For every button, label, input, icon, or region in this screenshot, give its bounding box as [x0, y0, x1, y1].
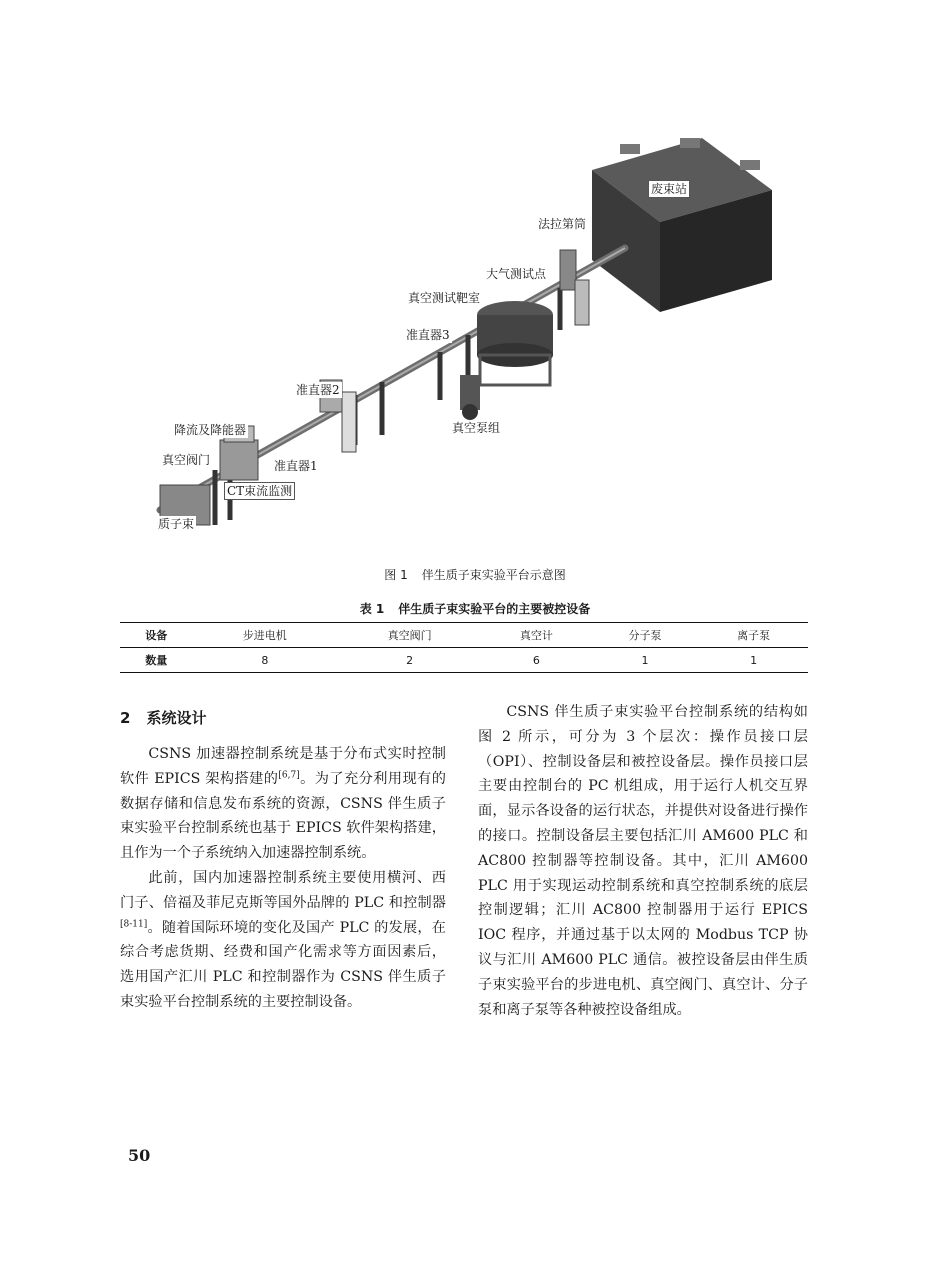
- table-caption: [0, 600, 950, 617]
- table-cell: 8: [261, 653, 269, 667]
- label-ct-monitor: CT束流监测: [224, 482, 295, 500]
- table-header-cell: 步进电机: [192, 623, 337, 648]
- degrader-assembly: [160, 426, 258, 525]
- label-faraday-cup: 法拉第筒: [538, 217, 587, 231]
- table-cell: 2: [406, 653, 414, 667]
- paragraph-text: 。为了充分利用现有的数据存储和信息发布系统的资源，CSNS 伴生质子束实验平台控制系统也基于 EPICS 软件架构搭建，且作为一个子系统纳入加速器控制系统。: [120, 770, 446, 862]
- table-cell: 数量: [145, 654, 168, 667]
- section-number: 2: [120, 709, 131, 727]
- label-proton-beam: 质子束: [158, 517, 195, 531]
- table-caption-text: 伴生质子束实验平台的主要被控设备: [398, 602, 591, 616]
- paragraph: [120, 866, 446, 1015]
- paragraph-text: 此前，国内加速器控制系统主要使用横河、西门子、倍福及菲尼克斯等国外品牌的 PLC 和控制器: [120, 869, 446, 911]
- vacuum-chamber-body: [477, 301, 553, 385]
- section-title: 系统设计: [146, 709, 207, 727]
- label-collimator2: 准直器2: [296, 383, 340, 397]
- paragraph: CSNS 伴生质子束实验平台控制系统的结构如图 2 所示，可分为 3 个层次：操作员接口层（OPI）、控制设备层和被控设备层。操作员接口层主要由控制台的 PC 机组成，用于运行人机交互界面，显示各设备的运行状态，并提供对设备进行操作的接口。控制设备层主要包括汇川 AM600 PLC 和 AC800 控制器等控制设备。其中，汇川 AM600 PLC 用于实现运动控制系统和真空控制系统的底层控制逻辑；汇川 AC800 控制器用于运行 EPICS IOC 程序，并通过基于以太网的 Modbus TCP 协议与汇川 AM600 PLC 通信。被控设备层由伴生质子束实验平台的步进电机、真空阀门、真空计、分子泵和离子泵等各种被控设备组成。: [478, 704, 808, 1018]
- table-caption-number: 表 1: [359, 602, 385, 616]
- paragraph-text: CSNS 加速器控制系统是基于分布式实时控制软件 EPICS 架构搭建的: [120, 746, 446, 787]
- left-column: [120, 700, 446, 1015]
- label-vacuum-valve: 真空阀门: [162, 453, 211, 467]
- table-header-cell: 真空计: [482, 623, 591, 648]
- citation: [8-11]: [120, 918, 148, 929]
- table-header-cell: 真空阀门: [337, 623, 482, 648]
- label-collimator3: 准直器3: [406, 328, 450, 342]
- table-header-row: [120, 623, 808, 648]
- table-cell: 1: [750, 653, 758, 667]
- figure-caption-text: 伴生质子束实验平台示意图: [421, 568, 566, 582]
- right-column: [478, 700, 808, 1022]
- figure-caption-number: 图 1: [384, 568, 408, 582]
- table-row: [120, 648, 808, 673]
- label-vacuum-pump: 真空泵组: [452, 421, 501, 435]
- table-header-cell: 分子泵: [591, 623, 700, 648]
- beam-dump-block: [592, 138, 772, 312]
- faraday-cup-body: [560, 250, 589, 325]
- paragraph: [120, 742, 446, 866]
- table-cell: 6: [532, 653, 540, 667]
- table-header-cell: 离子泵: [699, 623, 808, 648]
- paragraph-text: 。随着国际环境的变化及国产 PLC 的发展，在综合考虑货期、经费和国产化需求等方面因素后，选用国产汇川 PLC 和控制器作为 CSNS 伴生质子束实验平台控制系统的主要控制设备。: [120, 919, 446, 1010]
- page-number: 50: [128, 1146, 151, 1165]
- citation: [6,7]: [278, 770, 300, 781]
- section-heading: [120, 706, 446, 730]
- label-beam-dump: 废束站: [648, 180, 690, 198]
- label-collimator1: 准直器1: [274, 459, 318, 473]
- label-degrader: 降流及降能器: [174, 423, 247, 437]
- label-vacuum-chamber: 真空测试靶室: [408, 291, 481, 305]
- table-header-cell: 设备: [120, 623, 192, 648]
- table-cell: 1: [641, 653, 649, 667]
- figure-1: [120, 130, 810, 550]
- figure-caption: [0, 566, 950, 583]
- device-table: [120, 622, 808, 673]
- vacuum-pump-body: [460, 375, 480, 420]
- label-atmos-test: 大气测试点: [486, 267, 547, 281]
